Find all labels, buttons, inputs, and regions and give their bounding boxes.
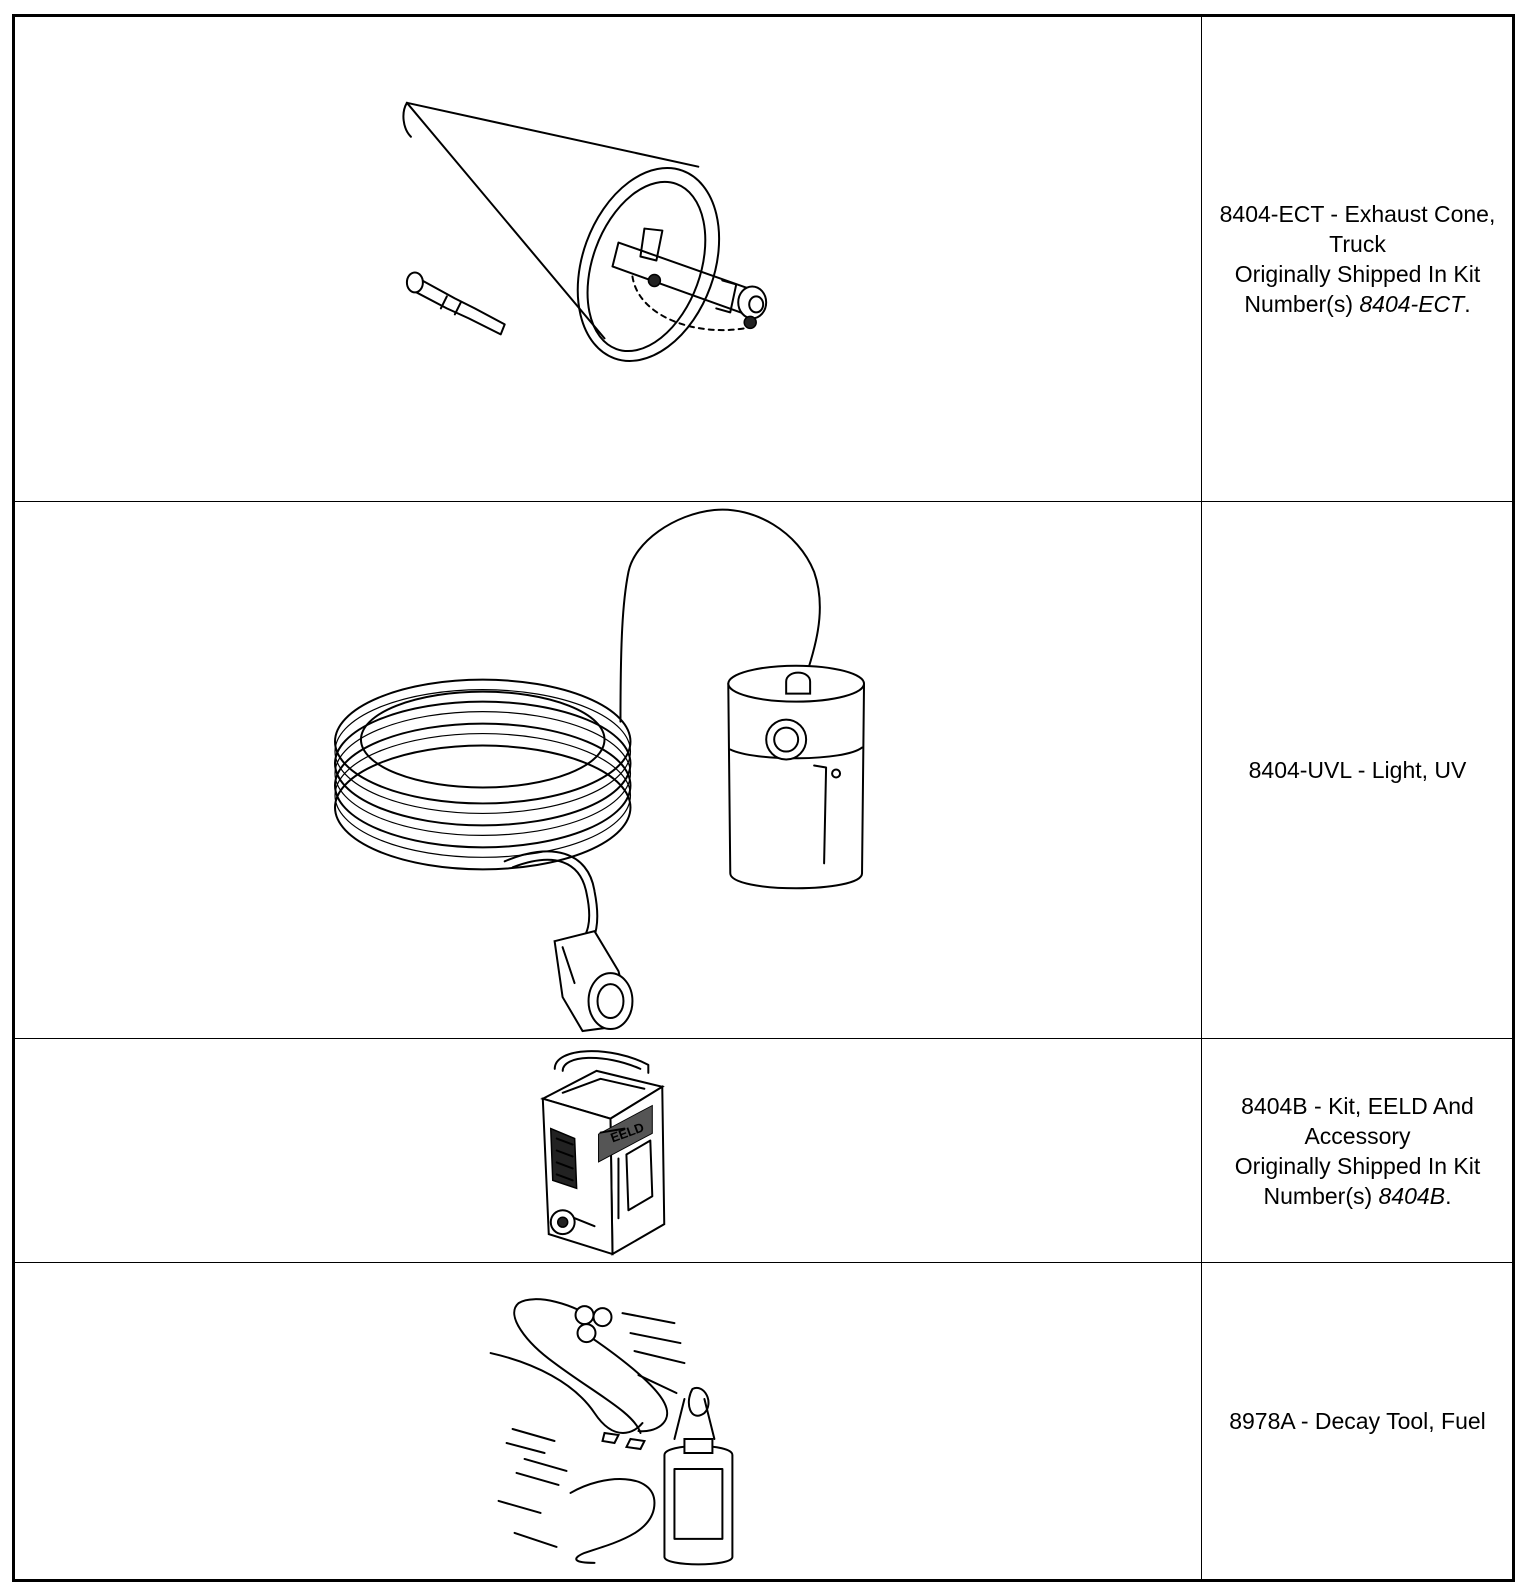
tool-table [12,14,1515,1582]
kit-number: 8404B [1378,1182,1446,1209]
tool-name: 8404-UVL - Light, UV [1248,757,1467,783]
tool-name: 8978A - Decay Tool, Fuel [1229,1408,1486,1434]
tool-name: 8404B - Kit, EELD And Accessory [1241,1092,1474,1149]
exhaust-cone-illustration [15,17,1201,501]
tool-description [1209,1091,1506,1211]
tool-name: 8404-ECT - Exhaust Cone, Truck [1219,201,1496,257]
description-cell [1203,502,1512,1038]
kit-note: Originally Shipped In Kit Number(s) [1234,261,1481,317]
kit-note: Originally Shipped In Kit Number(s) [1234,1152,1481,1209]
decay-tool-illustration [15,1263,1201,1579]
table-row [15,502,1512,1039]
kit-note-suffix: . [1445,1182,1452,1209]
description-cell [1203,1263,1512,1579]
image-cell [15,1039,1202,1262]
table-row [15,1039,1512,1263]
eeld-label: EELD [608,1119,646,1146]
kit-note-suffix: . [1464,291,1471,317]
tool-description [1229,1406,1486,1436]
image-cell [15,1263,1202,1579]
eeld-kit-illustration [15,1039,1201,1262]
uv-light-illustration [15,502,1201,1038]
table-row [15,17,1512,502]
kit-number: 8404-ECT [1359,291,1465,317]
description-cell [1203,17,1512,501]
image-cell [15,17,1202,501]
tool-description [1249,755,1467,785]
description-cell [1203,1039,1512,1262]
image-cell [15,502,1202,1038]
table-row [15,1263,1512,1579]
tool-description [1209,199,1506,319]
